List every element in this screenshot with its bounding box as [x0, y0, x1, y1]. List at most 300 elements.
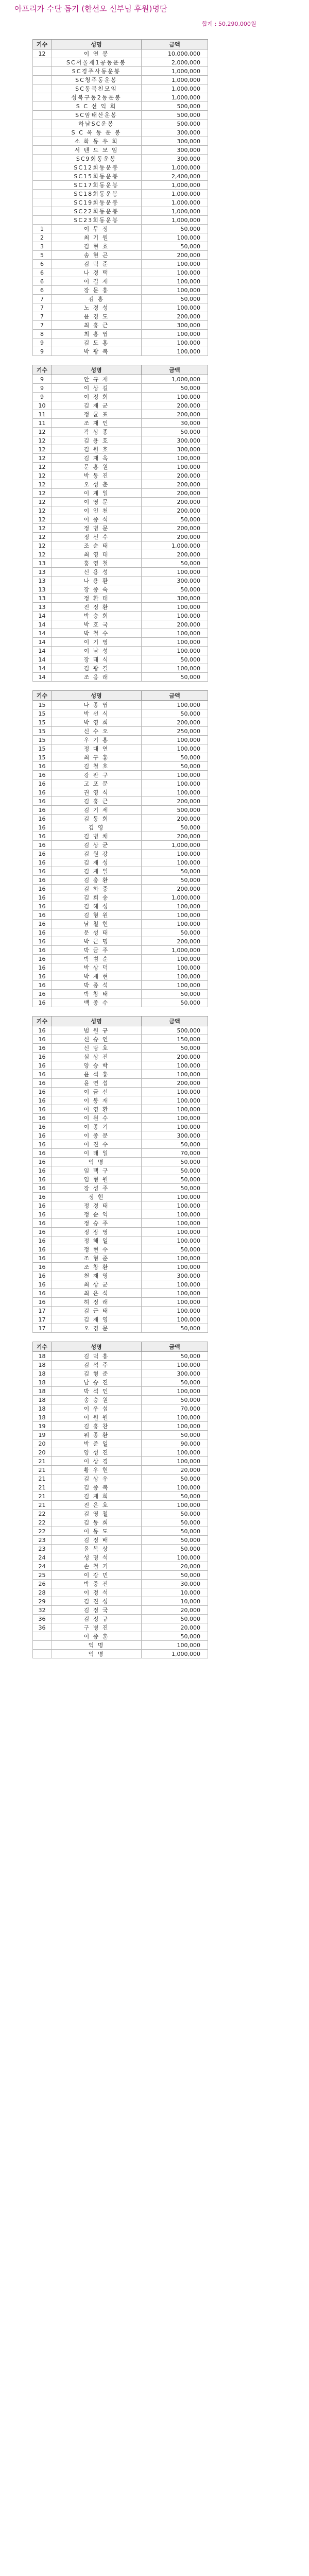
- cohort-cell: 6: [33, 268, 52, 277]
- table-row: [33, 1536, 208, 1545]
- donor-name-cell: SC17회동운봉: [52, 181, 142, 190]
- amount-cell: 50,000: [142, 1175, 208, 1184]
- table-row: [33, 1483, 208, 1492]
- amount-cell: 200,000: [142, 480, 208, 489]
- donor-name-cell: 박 금 주: [52, 946, 142, 955]
- cohort-cell: 9: [33, 375, 52, 384]
- donor-name-cell: 정 병 문: [52, 524, 142, 533]
- table-row: [33, 506, 208, 515]
- table-row: [33, 1044, 208, 1053]
- amount-cell: 100,000: [142, 1210, 208, 1219]
- donor-name-cell: 김 하 중: [52, 885, 142, 893]
- amount-cell: 50,000: [142, 709, 208, 718]
- amount-cell: 100,000: [142, 1088, 208, 1096]
- donor-name-cell: 송 승 원: [52, 1396, 142, 1404]
- table-row: [33, 1588, 208, 1597]
- donor-name-cell: 김 영: [52, 823, 142, 832]
- amount-cell: 100,000: [142, 1553, 208, 1562]
- amount-cell: 100,000: [142, 1114, 208, 1123]
- donor-name-cell: 김 석 주: [52, 1361, 142, 1369]
- amount-cell: 500,000: [142, 806, 208, 815]
- donor-name-cell: 구 병 진: [52, 1623, 142, 1632]
- amount-cell: 10,000,000: [142, 49, 208, 58]
- amount-cell: 300,000: [142, 155, 208, 163]
- cohort-cell: 14: [33, 647, 52, 655]
- amount-cell: 50,000: [142, 1378, 208, 1387]
- amount-cell: 250,000: [142, 727, 208, 736]
- donor-name-cell: 이 영 환: [52, 1105, 142, 1114]
- amount-cell: 10,000: [142, 1588, 208, 1597]
- amount-cell: 1,000,000: [142, 67, 208, 76]
- donor-name-cell: 김 덕 준: [52, 260, 142, 268]
- cohort-cell: 16: [33, 1245, 52, 1254]
- amount-cell: 20,000: [142, 1606, 208, 1615]
- table-row: [33, 471, 208, 480]
- cohort-cell: 13: [33, 585, 52, 594]
- amount-cell: 50,000: [142, 1158, 208, 1166]
- table-row: [33, 216, 208, 225]
- amount-cell: 50,000: [142, 673, 208, 682]
- cohort-cell: 18: [33, 1352, 52, 1361]
- cohort-cell: 22: [33, 1510, 52, 1518]
- amount-cell: 1,000,000: [142, 207, 208, 216]
- col-header-amount: 금액: [142, 1016, 208, 1026]
- table-row: [33, 419, 208, 428]
- table-row: [33, 102, 208, 111]
- amount-cell: 50,000: [142, 242, 208, 251]
- col-header-name: 성명: [52, 691, 142, 701]
- table-row: [33, 49, 208, 58]
- table-row: [33, 1396, 208, 1404]
- amount-cell: 2,000,000: [142, 58, 208, 67]
- table-row: [33, 1123, 208, 1131]
- amount-cell: 100,000: [142, 286, 208, 295]
- cohort-cell: 6: [33, 286, 52, 295]
- amount-cell: 1,000,000: [142, 216, 208, 225]
- table-row: [33, 1352, 208, 1361]
- table-row: [33, 428, 208, 436]
- amount-cell: 20,000: [142, 1562, 208, 1571]
- donor-name-cell: 김 정 국: [52, 1606, 142, 1615]
- table-row: [33, 718, 208, 727]
- cohort-cell: 12: [33, 524, 52, 533]
- cohort-cell: 16: [33, 1149, 52, 1158]
- table-row: [33, 286, 208, 295]
- table-row: [33, 1475, 208, 1483]
- cohort-cell: 16: [33, 1088, 52, 1096]
- table-row: [33, 489, 208, 498]
- cohort-cell: 16: [33, 1096, 52, 1105]
- amount-cell: 1,000,000: [142, 84, 208, 93]
- donor-name-cell: 권 영 식: [52, 788, 142, 797]
- table-row: [33, 1378, 208, 1387]
- donor-name-cell: 조 형 준: [52, 1254, 142, 1263]
- table-row: [33, 629, 208, 638]
- amount-cell: 100,000: [142, 612, 208, 620]
- donor-name-cell: 이 우 섭: [52, 1404, 142, 1413]
- amount-cell: 100,000: [142, 981, 208, 990]
- cohort-cell: 14: [33, 638, 52, 647]
- donor-name-cell: 익 명: [52, 1650, 142, 1658]
- donor-name-cell: 백 종 수: [52, 998, 142, 1007]
- table-row: [33, 1510, 208, 1518]
- table-row: [33, 1324, 208, 1333]
- amount-cell: 200,000: [142, 1053, 208, 1061]
- table-row: [33, 893, 208, 902]
- table-row: [33, 1088, 208, 1096]
- donor-name-cell: 최 구 홍: [52, 753, 142, 762]
- amount-cell: 1,000,000: [142, 375, 208, 384]
- table-row: [33, 990, 208, 998]
- table-row: [33, 76, 208, 84]
- donor-name-cell: SC암태산운봉: [52, 111, 142, 120]
- donor-name-cell: 김 진 성: [52, 1597, 142, 1606]
- donor-name-cell: 문 홍 원: [52, 463, 142, 471]
- donor-name-cell: 이 기 영: [52, 638, 142, 647]
- amount-cell: 70,000: [142, 1404, 208, 1413]
- col-header-cohort: 기수: [33, 691, 52, 701]
- donor-name-cell: 임 형 원: [52, 1175, 142, 1184]
- table-row: [33, 568, 208, 577]
- amount-cell: 100,000: [142, 1219, 208, 1228]
- cohort-cell: 11: [33, 419, 52, 428]
- donor-table: [32, 1342, 208, 1658]
- donor-name-cell: 이 종 문: [52, 1131, 142, 1140]
- cohort-cell: 16: [33, 1123, 52, 1131]
- donor-name-cell: 송 현 곤: [52, 251, 142, 260]
- amount-cell: 300,000: [142, 1131, 208, 1140]
- amount-cell: 1,000,000: [142, 93, 208, 102]
- cohort-cell: 13: [33, 594, 52, 603]
- table-row: [33, 233, 208, 242]
- cohort-cell: 12: [33, 463, 52, 471]
- table-row: [33, 911, 208, 920]
- table-row: [33, 1553, 208, 1562]
- table-row: [33, 577, 208, 585]
- donor-name-cell: 김 도 홍: [52, 338, 142, 347]
- donor-name-cell: 이 계 일: [52, 489, 142, 498]
- donor-name-cell: 최 기 원: [52, 233, 142, 242]
- table-row: [33, 1307, 208, 1315]
- amount-cell: 200,000: [142, 620, 208, 629]
- table-row: [33, 198, 208, 207]
- table-row: [33, 928, 208, 937]
- cohort-cell: 17: [33, 1315, 52, 1324]
- donor-name-cell: 박 근 명: [52, 937, 142, 946]
- cohort-cell: 28: [33, 1588, 52, 1597]
- table-row: [33, 1140, 208, 1149]
- amount-cell: 70,000: [142, 1149, 208, 1158]
- table-row: [33, 1219, 208, 1228]
- col-header-name: 성명: [52, 40, 142, 49]
- cohort-cell: 20: [33, 1448, 52, 1457]
- amount-cell: 100,000: [142, 736, 208, 744]
- amount-cell: 200,000: [142, 718, 208, 727]
- cohort-cell: 16: [33, 1105, 52, 1114]
- table-row: [33, 321, 208, 330]
- amount-cell: 100,000: [142, 1361, 208, 1369]
- cohort-cell: [33, 146, 52, 155]
- cohort-cell: 16: [33, 1228, 52, 1236]
- cohort-cell: 12: [33, 454, 52, 463]
- table-row: [33, 1369, 208, 1378]
- table-row: [33, 1070, 208, 1079]
- donor-name-cell: S C 선 익 회: [52, 102, 142, 111]
- cohort-cell: [33, 1632, 52, 1641]
- amount-cell: 100,000: [142, 788, 208, 797]
- amount-cell: 1,000,000: [142, 541, 208, 550]
- table-row: [33, 603, 208, 612]
- cohort-cell: 12: [33, 541, 52, 550]
- amount-cell: 1,000,000: [142, 893, 208, 902]
- amount-cell: 100,000: [142, 277, 208, 286]
- table-row: [33, 1545, 208, 1553]
- donor-name-cell: 안 규 재: [52, 375, 142, 384]
- amount-cell: 300,000: [142, 436, 208, 445]
- table-row: [33, 736, 208, 744]
- cohort-cell: [33, 128, 52, 137]
- amount-cell: 100,000: [142, 347, 208, 356]
- total-amount: 합계 : 50,290,000원: [202, 21, 256, 27]
- table-row: [33, 1035, 208, 1044]
- amount-cell: 300,000: [142, 594, 208, 603]
- cohort-cell: 16: [33, 1289, 52, 1298]
- table-row: [33, 181, 208, 190]
- table-row: [33, 445, 208, 454]
- table-row: [33, 1413, 208, 1422]
- donor-name-cell: 이 남 성: [52, 647, 142, 655]
- amount-cell: 50,000: [142, 1140, 208, 1149]
- table-header-row: [33, 1342, 208, 1352]
- amount-cell: 100,000: [142, 1387, 208, 1396]
- cohort-cell: 16: [33, 981, 52, 990]
- table-row: [33, 1105, 208, 1114]
- donor-name-cell: 윤 연 섭: [52, 1079, 142, 1088]
- table-row: [33, 1026, 208, 1035]
- table-row: [33, 771, 208, 779]
- donor-name-cell: 김 원 호: [52, 445, 142, 454]
- donor-name-cell: SC19회동운봉: [52, 198, 142, 207]
- table-row: [33, 823, 208, 832]
- cohort-cell: 2: [33, 233, 52, 242]
- donor-name-cell: 김 재 균: [52, 401, 142, 410]
- table-row: [33, 779, 208, 788]
- donor-name-cell: 김 정 규: [52, 1615, 142, 1623]
- donor-name-cell: 이 동 도: [52, 1527, 142, 1536]
- amount-cell: 50,000: [142, 1245, 208, 1254]
- amount-cell: 50,000: [142, 1044, 208, 1053]
- donor-name-cell: 이 무 정: [52, 225, 142, 233]
- donor-name-cell: 장 태 식: [52, 655, 142, 664]
- donor-name-cell: 김 형 준: [52, 1369, 142, 1378]
- cohort-cell: 15: [33, 753, 52, 762]
- donor-name-cell: 박 승 희: [52, 612, 142, 620]
- amount-cell: 100,000: [142, 1483, 208, 1492]
- table-header-row: [33, 1016, 208, 1026]
- table-row: [33, 111, 208, 120]
- cohort-cell: 21: [33, 1475, 52, 1483]
- donor-name-cell: 박 준 일: [52, 1439, 142, 1448]
- table-row: [33, 312, 208, 321]
- donor-name-cell: 이 원 원: [52, 1413, 142, 1422]
- cohort-cell: 18: [33, 1378, 52, 1387]
- donor-name-cell: 김 광 길: [52, 664, 142, 673]
- amount-cell: 50,000: [142, 1475, 208, 1483]
- amount-cell: 500,000: [142, 111, 208, 120]
- cohort-cell: 18: [33, 1387, 52, 1396]
- cohort-cell: 16: [33, 1044, 52, 1053]
- amount-cell: 50,000: [142, 1184, 208, 1193]
- table-row: [33, 1272, 208, 1280]
- cohort-cell: 1: [33, 225, 52, 233]
- table-row: [33, 67, 208, 76]
- cohort-cell: [33, 1650, 52, 1658]
- table-row: [33, 1632, 208, 1641]
- amount-cell: 100,000: [142, 972, 208, 981]
- donor-name-cell: 소 화 동 우 회: [52, 137, 142, 146]
- donor-table: [32, 690, 208, 1007]
- table-row: [33, 1562, 208, 1571]
- cohort-cell: 12: [33, 498, 52, 506]
- donor-name-cell: 박 광 복: [52, 347, 142, 356]
- amount-cell: 100,000: [142, 647, 208, 655]
- table-row: [33, 1193, 208, 1201]
- donor-name-cell: 김 재 성: [52, 858, 142, 867]
- amount-cell: 100,000: [142, 911, 208, 920]
- amount-cell: 100,000: [142, 850, 208, 858]
- amount-cell: 100,000: [142, 902, 208, 911]
- cohort-cell: 7: [33, 312, 52, 321]
- table-row: [33, 303, 208, 312]
- table-row: [33, 480, 208, 489]
- donor-name-cell: 정 경 태: [52, 1201, 142, 1210]
- cohort-cell: 16: [33, 1114, 52, 1123]
- cohort-cell: [33, 1641, 52, 1650]
- cohort-cell: 9: [33, 338, 52, 347]
- donor-name-cell: 신 승 연: [52, 1035, 142, 1044]
- table-row: [33, 1289, 208, 1298]
- cohort-cell: 11: [33, 410, 52, 419]
- table-row: [33, 242, 208, 251]
- cohort-cell: 12: [33, 550, 52, 559]
- table-row: [33, 876, 208, 885]
- cohort-cell: 12: [33, 480, 52, 489]
- cohort-cell: 18: [33, 1396, 52, 1404]
- table-header-row: [33, 691, 208, 701]
- cohort-cell: 16: [33, 998, 52, 1007]
- amount-cell: 200,000: [142, 489, 208, 498]
- cohort-cell: 16: [33, 1026, 52, 1035]
- table-row: [33, 454, 208, 463]
- amount-cell: 200,000: [142, 1079, 208, 1088]
- table-row: [33, 753, 208, 762]
- donor-name-cell: 이 종 석: [52, 515, 142, 524]
- amount-cell: 200,000: [142, 937, 208, 946]
- donor-name-cell: 진 정 환: [52, 603, 142, 612]
- donor-name-cell: 김 동 희: [52, 815, 142, 823]
- table-row: [33, 832, 208, 841]
- table-row: [33, 1254, 208, 1263]
- donor-name-cell: 심 상 진: [52, 1053, 142, 1061]
- donor-name-cell: 박 호 국: [52, 620, 142, 629]
- cohort-cell: 12: [33, 506, 52, 515]
- donor-name-cell: 정 균 표: [52, 410, 142, 419]
- cohort-cell: 16: [33, 1184, 52, 1193]
- cohort-cell: 17: [33, 1324, 52, 1333]
- donor-name-cell: 김 희 송: [52, 893, 142, 902]
- amount-cell: 100,000: [142, 1263, 208, 1272]
- cohort-cell: [33, 172, 52, 181]
- table-row: [33, 1404, 208, 1413]
- cohort-cell: 18: [33, 1361, 52, 1369]
- amount-cell: 500,000: [142, 120, 208, 128]
- donor-name-cell: 정 대 연: [52, 744, 142, 753]
- amount-cell: 100,000: [142, 771, 208, 779]
- table-row: [33, 673, 208, 682]
- cohort-cell: 5: [33, 251, 52, 260]
- donor-name-cell: 신 수 오: [52, 727, 142, 736]
- donor-name-cell: SC23회동운봉: [52, 216, 142, 225]
- amount-cell: 100,000: [142, 1236, 208, 1245]
- donor-name-cell: 박 영 희: [52, 718, 142, 727]
- table-row: [33, 1158, 208, 1166]
- donor-table: [32, 1016, 208, 1333]
- col-header-amount: 금액: [142, 365, 208, 375]
- cohort-cell: 22: [33, 1527, 52, 1536]
- cohort-cell: 13: [33, 603, 52, 612]
- cohort-cell: [33, 198, 52, 207]
- amount-cell: 50,000: [142, 559, 208, 568]
- cohort-cell: [33, 137, 52, 146]
- cohort-cell: 14: [33, 612, 52, 620]
- cohort-cell: 16: [33, 876, 52, 885]
- cohort-cell: 16: [33, 815, 52, 823]
- donor-name-cell: 윤 복 상: [52, 1545, 142, 1553]
- table-row: [33, 436, 208, 445]
- donor-name-cell: 나 용 환: [52, 577, 142, 585]
- cohort-cell: 32: [33, 1606, 52, 1615]
- table-row: [33, 384, 208, 393]
- donor-name-cell: 정 선 수: [52, 533, 142, 541]
- cohort-cell: 16: [33, 946, 52, 955]
- amount-cell: 100,000: [142, 1201, 208, 1210]
- amount-cell: 50,000: [142, 1352, 208, 1361]
- table-row: [33, 806, 208, 815]
- donor-name-cell: 김 해 성: [52, 902, 142, 911]
- cohort-cell: 17: [33, 1307, 52, 1315]
- cohort-cell: [33, 93, 52, 102]
- donor-name-cell: 조 응 래: [52, 673, 142, 682]
- col-header-name: 성명: [52, 1342, 142, 1352]
- table-row: [33, 963, 208, 972]
- amount-cell: 50,000: [142, 1536, 208, 1545]
- amount-cell: 20,000: [142, 1623, 208, 1632]
- cohort-cell: 16: [33, 1280, 52, 1289]
- amount-cell: 100,000: [142, 1413, 208, 1422]
- donor-name-cell: 이 강 민: [52, 1571, 142, 1580]
- donor-name-cell: 김 충 환: [52, 876, 142, 885]
- cohort-cell: [33, 120, 52, 128]
- table-row: [33, 128, 208, 137]
- cohort-cell: [33, 84, 52, 93]
- donor-name-cell: 홍 영 철: [52, 559, 142, 568]
- donor-name-cell: 최 홍 근: [52, 321, 142, 330]
- amount-cell: 100,000: [142, 1298, 208, 1307]
- cohort-cell: 12: [33, 445, 52, 454]
- table-row: [33, 1315, 208, 1324]
- amount-cell: 30,000: [142, 419, 208, 428]
- donor-name-cell: 위 종 환: [52, 1431, 142, 1439]
